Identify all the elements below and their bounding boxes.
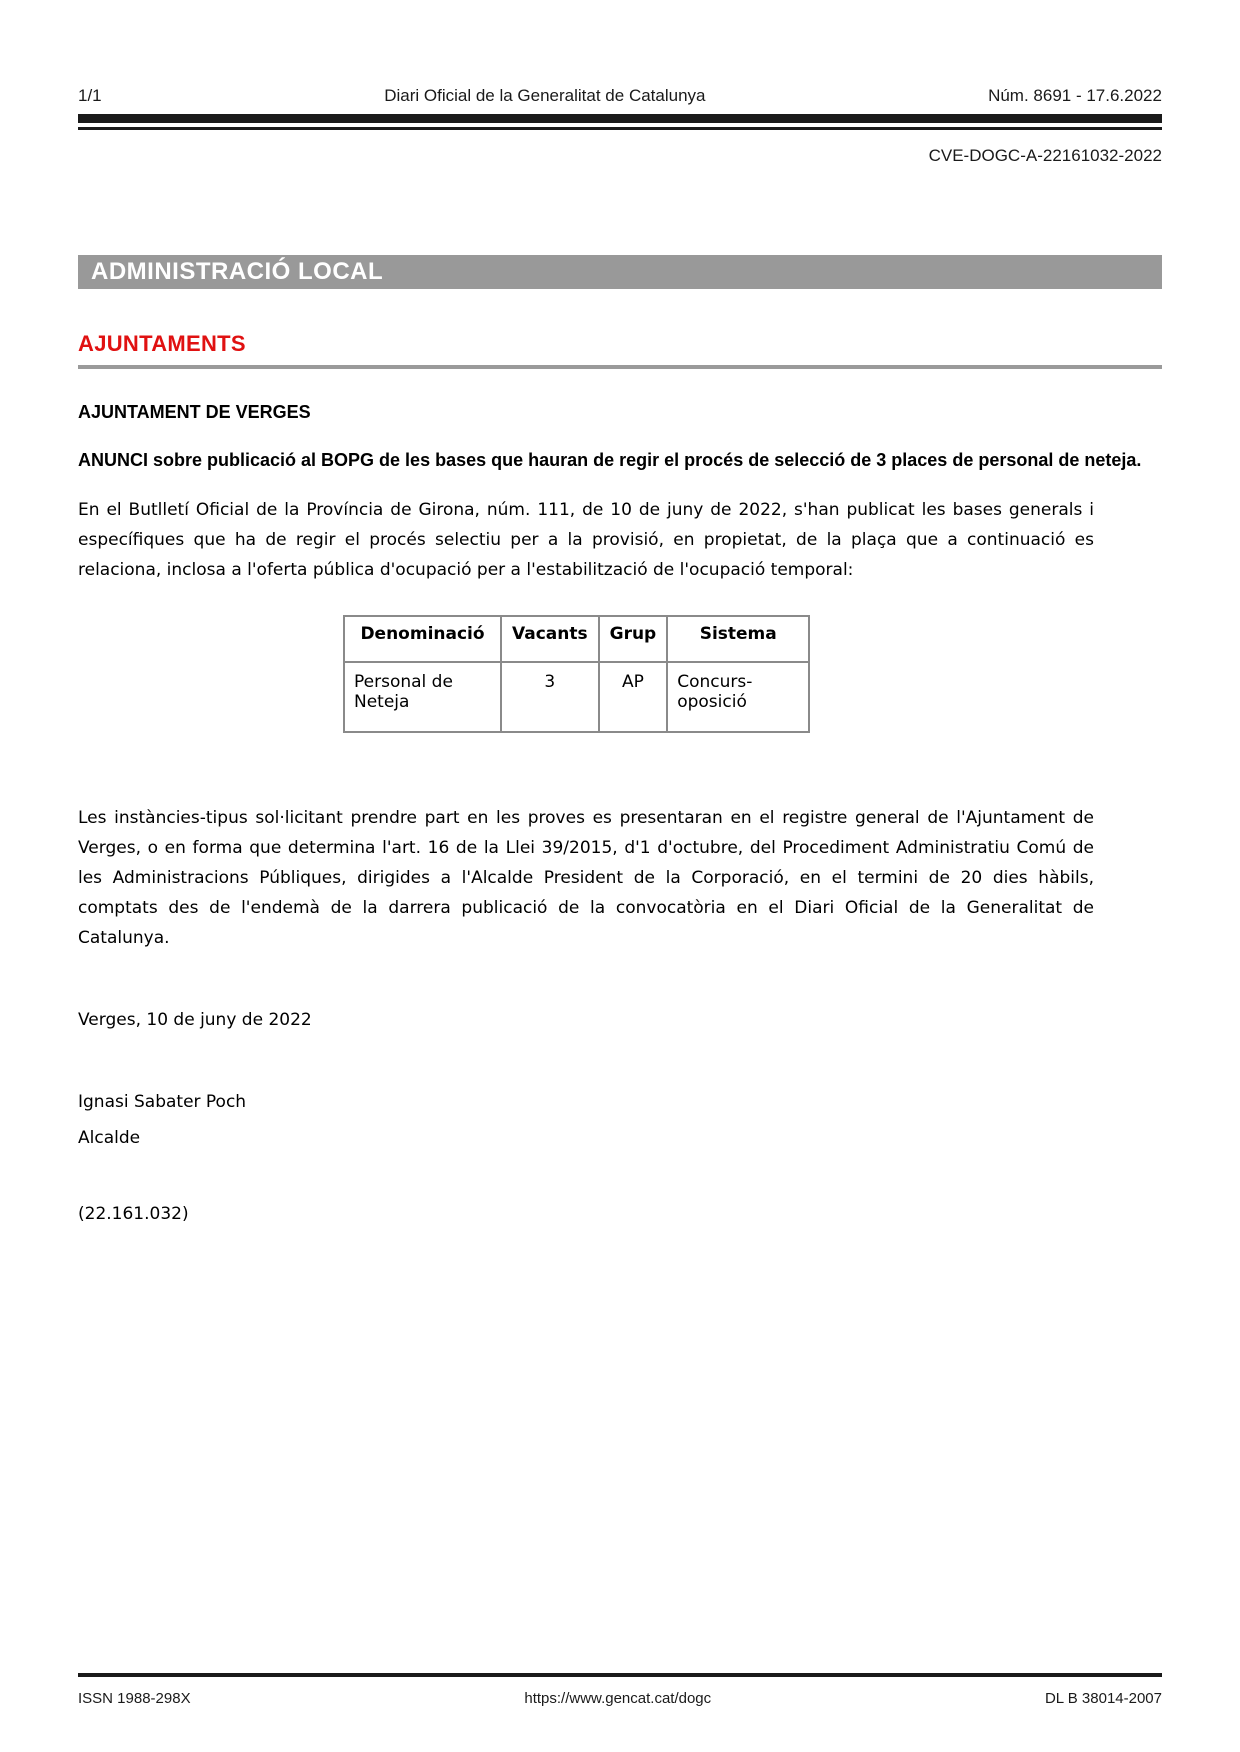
cell-sistema: Concurs-oposició	[667, 662, 809, 732]
page-footer	[78, 1673, 1162, 1707]
signer-role: Alcalde	[78, 1128, 141, 1148]
section-banner: ADMINISTRACIÓ LOCAL	[78, 255, 1162, 289]
issue-number: Núm. 8691 - 17.6.2022	[988, 86, 1162, 105]
column-header-sistema: Sistema	[667, 616, 809, 662]
cell-vacants: 3	[501, 662, 599, 732]
place-date: Verges, 10 de juny de 2022	[78, 1010, 312, 1030]
footer-issn: ISSN 1988-298X	[78, 1690, 191, 1707]
cell-denominacio: Personal de Neteja	[344, 662, 501, 732]
header-rule-thin	[78, 127, 1162, 130]
column-header-vacants: Vacants	[501, 616, 599, 662]
subsection-rule	[78, 365, 1162, 369]
footer-deposit-legal: DL B 38014-2007	[1044, 1690, 1162, 1707]
subsection-heading: AJUNTAMENTS	[78, 331, 246, 356]
signer-name: Ignasi Sabater Poch	[78, 1092, 247, 1112]
footer-url: https://www.gencat.cat/dogc	[524, 1690, 712, 1707]
footer-rule	[78, 1673, 1162, 1677]
announcement-title: ANUNCI sobre publicació al BOPG de les bases que hauran de regir el procés de selecció de 3 places de personal de neteja.	[78, 450, 1142, 470]
page-number: 1/1	[78, 86, 102, 105]
table-header-row	[344, 616, 809, 662]
document-page	[78, 0, 1162, 1752]
announcement-paragraph-1: En el Butlletí Oficial de la Província de Girona, núm. 111, de 10 de juny de 2022, s'han publicat les bases generals i específiques que ha de regir el procés selectiu per a la provisió, en propietat, de la plaça que a continuació es relaciona, inclosa a l'oferta pública d'ocupació per a l'estabilització de l'ocupació temporal:	[78, 500, 1094, 580]
vacancies-table	[343, 615, 810, 733]
entity-heading: AJUNTAMENT DE VERGES	[78, 402, 311, 422]
page-header	[78, 86, 1162, 106]
column-header-denominacio: Denominació	[344, 616, 501, 662]
column-header-grup: Grup	[599, 616, 668, 662]
journal-title: Diari Oficial de la Generalitat de Catalunya	[384, 86, 706, 105]
cell-grup: AP	[599, 662, 668, 732]
announcement-reference: (22.161.032)	[78, 1204, 189, 1224]
header-rule-thick	[78, 114, 1162, 123]
table-row	[344, 662, 809, 732]
announcement-paragraph-2: Les instàncies-tipus sol·licitant prendre part en les proves es presentaran en el registre general de l'Ajuntament de Verges, o en forma que determina l'art. 16 de la Llei 39/2015, d'1 d'octubre, del Procediment Administratiu Comú de les Administracions Públiques, dirigides a l'Alcalde President de la Corporació, en el termini de 20 dies hàbils, comptats des de l'endemà de la darrera publicació de la convocatòria en el Diari Oficial de la Generalitat de Catalunya.	[78, 808, 1094, 948]
cve-code: CVE-DOGC-A-22161032-2022	[928, 146, 1162, 165]
